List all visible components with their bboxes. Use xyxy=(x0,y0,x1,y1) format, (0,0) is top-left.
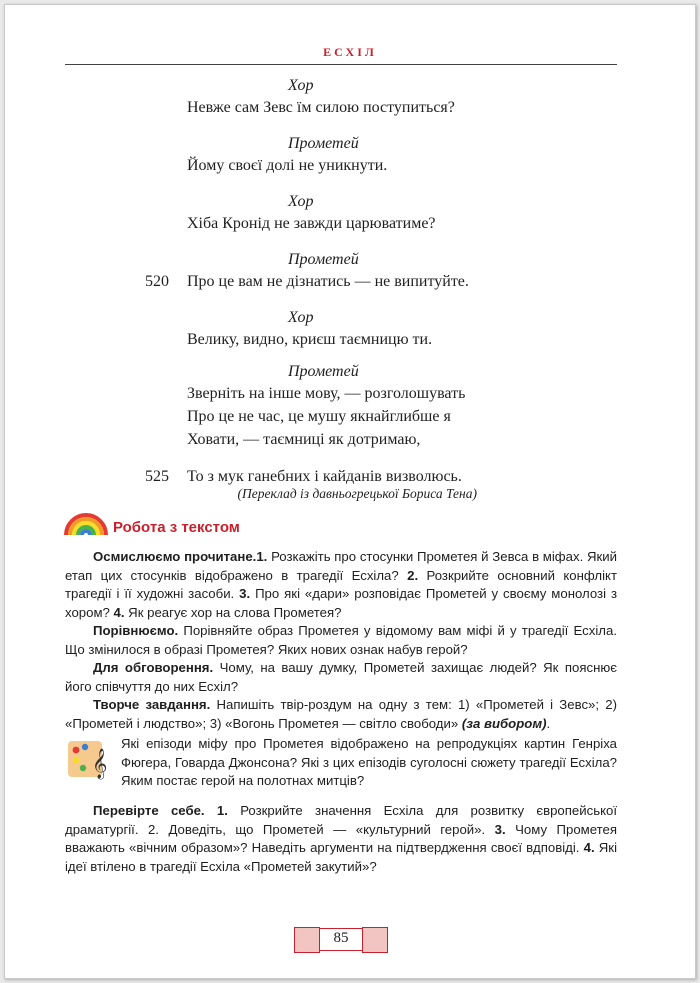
rainbow-icon xyxy=(63,509,109,535)
task-text: Напишіть твір-роздум на одну з тем: 1) «Прометей і Зевс»; 2) «Прометей і людство»; 3) «Вогонь Прометея — світло свободи» xyxy=(65,697,617,731)
verse-line: Велику, видно, криєш таємницю ти. xyxy=(187,331,433,348)
task-text: . xyxy=(546,715,551,731)
page-rule-bottom xyxy=(320,950,362,951)
verse-line: То з мук ганебних і кайданів визволюсь. xyxy=(187,468,462,485)
svg-text:𝄞: 𝄞 xyxy=(92,749,108,779)
task-text: Чому, на вашу думку, Прометей захищає людей? Як пояснює його співчуття до них Есхіл? xyxy=(65,660,617,694)
verse-line: Невже сам Зевс їм силою поступиться? xyxy=(187,99,455,116)
speaker-name: Хор xyxy=(288,77,314,94)
line-number: 525 xyxy=(145,468,169,485)
running-head: ЕСХІЛ xyxy=(323,45,377,59)
page xyxy=(4,4,696,979)
task-lead: Осмислюємо прочитане. xyxy=(93,549,257,564)
self-check xyxy=(65,802,617,876)
task-text: Чому Прометея вважають «вічним образом»? Наведіть аргументи на підтвердження своєї вдповіді. xyxy=(65,821,617,855)
art-task-text: Які епізоди міфу про Прометея відображено на репродукціях картин Генріха Фюгера, Говарда Джонсона? Які з цих епізодів суголосні сюжету трагедії Есхіла? Яким постає герой на полотнах митців? xyxy=(121,736,617,788)
page-rule-top xyxy=(320,928,362,929)
task-number: 4. xyxy=(113,604,125,620)
task-number: 3. xyxy=(494,821,506,837)
speaker-name: Хор xyxy=(288,193,314,210)
verse-line: Зверніть на інше мову, — розголошувать xyxy=(187,385,466,402)
speaker-name: Прометей xyxy=(288,251,359,268)
task-number: 3. xyxy=(239,586,251,601)
page-number: 85 xyxy=(333,930,349,946)
translation-credit: (Переклад із давньогрецької Бориса Тена) xyxy=(237,486,477,501)
task-number: 1. xyxy=(256,549,268,564)
task-number: 1. xyxy=(204,803,228,818)
verse-line: Про це не час, це мушу якнайглибше я xyxy=(187,408,451,425)
task-number: 4. xyxy=(583,840,595,855)
verse-line: Хіба Кронід не завжди царюватиме? xyxy=(187,215,436,232)
verse-line: Ховати, — таємниці як дотримаю, xyxy=(187,431,421,448)
task-note: (за вибором) xyxy=(461,715,547,731)
speaker-name: Прометей xyxy=(288,363,359,380)
task-text: Розкажіть про стосунки Прометея й Зевса в міфах. Який етап цих стосунків відображено в трагедії Есхіла? xyxy=(65,549,617,583)
verse-line: Про це вам не дізнатись — не випитуйте. xyxy=(187,273,469,290)
speaker-name: Хор xyxy=(288,309,314,326)
task-text: Як реагує хор на слова Прометея? xyxy=(124,604,342,620)
task-paragraph xyxy=(65,659,617,696)
page-number-box xyxy=(294,927,388,953)
page-box-right xyxy=(362,927,388,953)
task-text: Розкрийте основний конфлікт трагедії і її художні засоби. xyxy=(65,567,618,601)
task-paragraph xyxy=(65,622,617,659)
task-lead: Творче завдання. xyxy=(93,697,211,712)
task-paragraph xyxy=(65,696,617,733)
palette-music-icon xyxy=(67,738,113,780)
task-text: Порівняйте образ Прометея у відомому вам міфі й у трагедії Есхіла. Що змінилося в образі Прометея? Яких нових ознак набув герой? xyxy=(65,623,617,657)
line-number: 520 xyxy=(145,273,169,290)
speaker-name: Прометей xyxy=(288,135,359,152)
task-text: Про які «дари» розповідає Прометей у своєму монолозі з хором? xyxy=(65,586,618,620)
task-paragraph xyxy=(65,548,617,622)
page-box-left xyxy=(294,927,320,953)
task-text: Які ідеї втілено в трагедії Есхіла «Прометей закутий»? xyxy=(65,840,618,874)
task-lead: Порівнюємо. xyxy=(93,623,179,638)
header-divider xyxy=(65,64,617,65)
verse-line: Йому своєї долі не уникнути. xyxy=(187,157,388,174)
task-number: 2. xyxy=(407,567,419,583)
task-paragraph xyxy=(65,802,617,876)
task-lead: Перевірте себе. xyxy=(93,803,205,818)
task-text: Розкрийте значення Есхіла для розвитку європейської драматургії. 2. Доведіть, що Прометей — «культурний герой». xyxy=(65,803,617,837)
task-lead: Для обговорення. xyxy=(93,660,214,675)
section-title: Робота з текстом xyxy=(113,519,240,536)
task-list xyxy=(65,548,617,733)
